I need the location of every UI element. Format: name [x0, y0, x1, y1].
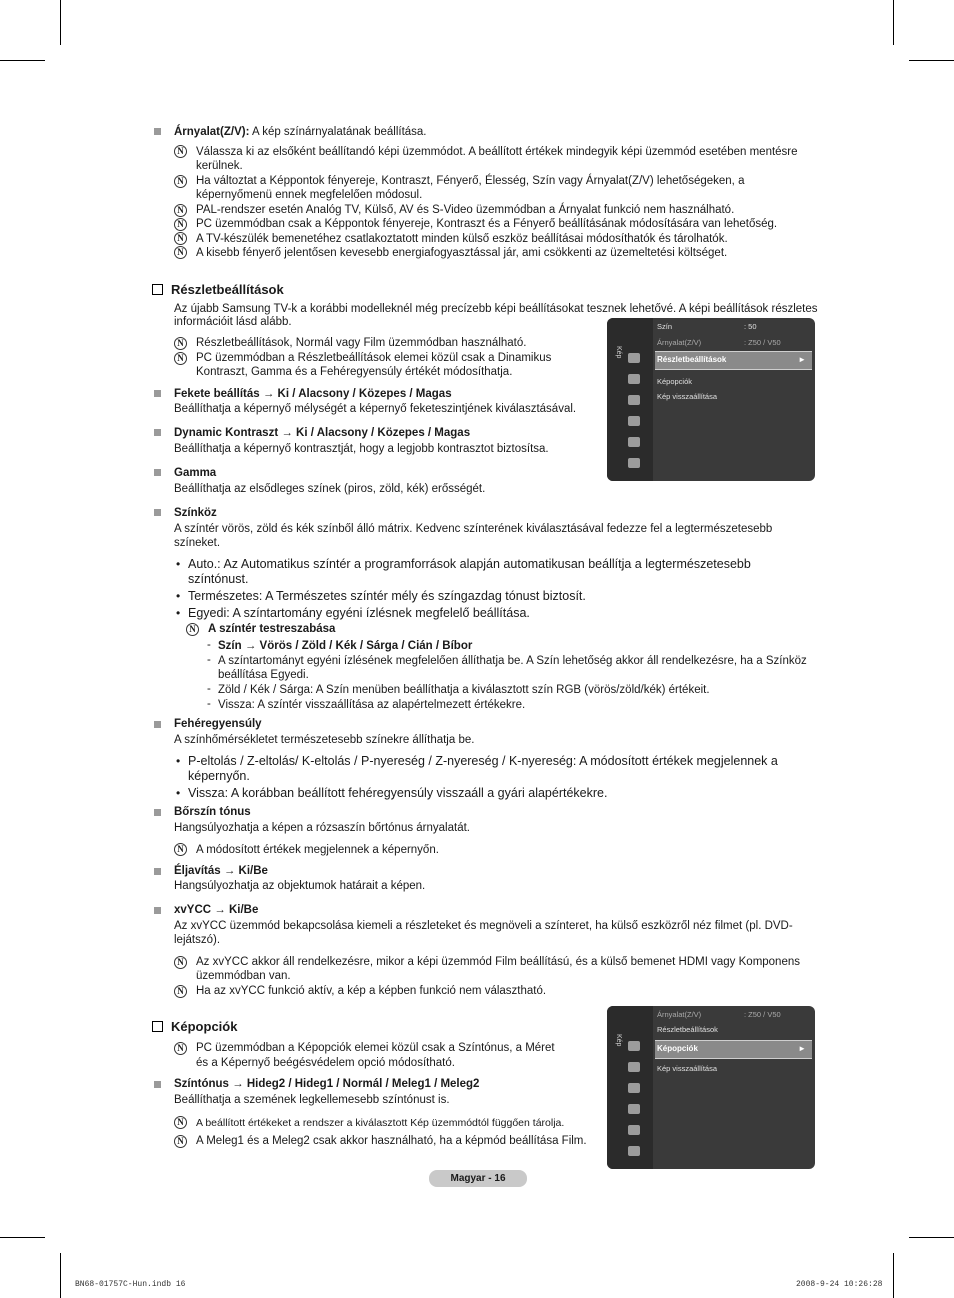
arrow-right-icon: ►	[798, 1044, 806, 1053]
note-text: PC üzemmódban csak a Képpontok fényereje, Kontraszt és a Fényerő beállításának módosítására van lehetőség.	[196, 218, 778, 230]
arnyalat-label: Árnyalat(Z/V):	[174, 126, 250, 138]
note-icon: N	[174, 175, 187, 188]
dash: -	[207, 698, 211, 710]
crop-mark	[893, 1253, 894, 1298]
note-icon: N	[174, 1042, 187, 1055]
item-desc: Beállíthatja az elsődleges színek (piros, zöld, kék) erősségét.	[174, 483, 486, 495]
note-text: Ha az xvYCC funkció aktív, a kép a képben funkció nem választható.	[196, 985, 547, 997]
note-text: képernyőmenü ennek megfelelően módosul.	[196, 189, 423, 201]
crop-mark	[60, 1253, 61, 1298]
page-number-badge: Magyar - 16	[429, 1170, 527, 1187]
item-title: Gamma	[174, 467, 217, 479]
item-desc: színeket.	[174, 537, 221, 549]
note-text: A módosított értékek megjelennek a képernyőn.	[196, 844, 439, 856]
bullet-dot: •	[176, 606, 181, 620]
note-icon: N	[174, 145, 187, 158]
picture-icon	[628, 1041, 640, 1051]
note-icon: N	[174, 1135, 187, 1148]
bullet-text: Auto.: Az Automatikus színtér a programforrások alapján automatikusan beállítja a legtermészetesebb	[188, 557, 751, 571]
menu-item: Árnyalat(Z/V)	[657, 1010, 702, 1019]
crop-mark	[909, 60, 954, 61]
bullet-text: Vissza: A korábban beállított fehéregyensúly visszaáll a gyári alapértékekre.	[188, 786, 608, 800]
note-text: PC üzemmódban a Képopciók elemei közül csak a Színtónus, a Méret	[196, 1042, 555, 1054]
section-title: Képopciók	[171, 1019, 238, 1034]
arrow-right-icon: ►	[798, 355, 806, 364]
note-icon: N	[186, 623, 199, 636]
menu-item-label: Képopciók	[657, 1044, 698, 1053]
arnyalat-desc: A kép színárnyalatának beállítása.	[251, 126, 427, 138]
note-text: üzemmódban van.	[196, 970, 291, 982]
item-title: Színtónus → Hideg2 / Hideg1 / Normál / Meleg1 / Meleg2	[174, 1078, 480, 1090]
item-title: Bőrszín tónus	[174, 806, 251, 818]
channel-icon	[628, 1083, 640, 1093]
note-text: kerülnek.	[196, 160, 243, 172]
bullet-dot: •	[176, 557, 181, 571]
tv-menu-screenshot	[607, 1006, 815, 1169]
item-desc: Az xvYCC üzemmód bekapcsolása kiemeli a részleteket és megnöveli a színteret, ha külső eszközről néz filmet (pl. DVD-	[174, 920, 793, 932]
note-icon: N	[174, 956, 187, 969]
print-date: 2008-9-24 10:26:28	[796, 1280, 883, 1289]
square-bullet-icon	[154, 1081, 161, 1088]
note-text: PC üzemmódban a Részletbeállítások elemei közül csak a Dinamikus	[196, 352, 552, 364]
crop-mark	[909, 1237, 954, 1238]
section-heading	[152, 1019, 237, 1034]
menu-item: Árnyalat(Z/V)	[657, 338, 702, 347]
setup-icon	[628, 416, 640, 426]
bullet-dot: •	[176, 589, 181, 603]
arnyalat-item	[174, 125, 427, 139]
note-text: A kisebb fényerő jelentősen kevesebb energiafogyasztással jár, ami csökkenti az üzemeltetési költséget.	[196, 247, 728, 259]
item-desc: Beállíthatja a képernyő mélységét a képernyő feketeszintjének kiválasztásával.	[174, 403, 577, 415]
note-icon: N	[174, 232, 187, 245]
menu-item-selected	[655, 351, 812, 370]
menu-item: Részletbeállítások	[657, 1025, 718, 1034]
crop-mark	[0, 1237, 45, 1238]
menu-item-selected	[655, 1040, 812, 1059]
note-text: A beállított értékeket a rendszer a kiválasztott Kép üzemmódtól függően tárolja.	[196, 1117, 565, 1129]
dash: -	[207, 683, 211, 695]
menu-item: Képopciók	[657, 377, 693, 386]
menu-item: Kép visszaállítása	[657, 392, 718, 401]
bullet-dot: •	[176, 754, 181, 768]
dash-text: Szín → Vörös / Zöld / Kék / Sárga / Cián / Bíbor	[218, 640, 473, 652]
item-desc: A színtér vörös, zöld és kék színből álló mátrix. Kedvenc színterének kiválasztásával fedezze fel a legtermészetesebb	[174, 523, 773, 535]
setup-icon	[628, 1104, 640, 1114]
dash-text: Vissza: A színtér visszaállítása az alapértelmezett értékekre.	[218, 699, 526, 711]
application-icon	[628, 1146, 640, 1156]
menu-item: Szín	[657, 322, 673, 331]
note-icon: N	[174, 246, 187, 259]
note-icon: N	[174, 204, 187, 217]
note-text: Az xvYCC akkor áll rendelkezésre, mikor a képi üzemmód Film beállítású, és a külső bemenet HDMI vagy Komponens	[196, 956, 800, 968]
menu-sidebar	[607, 1006, 653, 1169]
square-bullet-icon	[154, 390, 161, 397]
square-bullet-icon	[154, 128, 161, 135]
note-text: Részletbeállítások, Normál vagy Film üzemmódban használható.	[196, 337, 527, 349]
square-bullet-icon	[154, 509, 161, 516]
menu-icons	[628, 1041, 640, 1167]
intro-text: Az újabb Samsung TV-k a korábbi modelleknél még precízebb képi beállításokat tesznek lehetővé. A képi beállítások részletes	[174, 303, 818, 315]
note-icon: N	[174, 985, 187, 998]
note-text: Kontraszt, Gamma és a Fehéregyensúly értékét módosíthatja.	[196, 366, 513, 378]
note-icon: N	[174, 352, 187, 365]
item-title: xvYCC → Ki/Be	[174, 904, 259, 916]
square-bullet-icon	[154, 907, 161, 914]
note-icon: N	[174, 218, 187, 231]
menu-item-label: Részletbeállítások	[657, 355, 727, 364]
square-bullet-icon	[154, 429, 161, 436]
checkbox-icon	[152, 1021, 163, 1032]
section-title: Részletbeállítások	[171, 282, 284, 297]
application-icon	[628, 458, 640, 468]
note-icon: N	[174, 1116, 187, 1129]
dash-text: A színtartományt egyéni ízlésének megfelelően állíthatja be. A Szín lehetőség akkor áll rendelkezésre, ha a Színköz	[218, 655, 807, 667]
menu-value: : 50	[744, 322, 757, 331]
item-desc: Hangsúlyozhatja a képen a rózsaszín bőrtónus árnyalatát.	[174, 822, 470, 834]
item-title: Fekete beállítás → Ki / Alacsony / Közepes / Magas	[174, 388, 452, 400]
input-icon	[628, 437, 640, 447]
section-heading	[152, 282, 284, 297]
note-text: A Meleg1 és a Meleg2 csak akkor használható, ha a képmód beállítása Film.	[196, 1135, 587, 1147]
sound-icon	[628, 1062, 640, 1072]
square-bullet-icon	[154, 809, 161, 816]
bullet-text: Természetes: A Természetes színtér mély és színgazdag tónust biztosít.	[188, 589, 586, 603]
tv-menu-screenshot	[607, 318, 815, 481]
note-text: Ha változtat a Képpontok fényereje, Kontraszt, Fényerő, Élesség, Szín vagy Árnyalat(Z/V) lehetőségeken, a	[196, 175, 745, 187]
note-text: és a Képernyő beégésvédelem opció módosítható.	[196, 1057, 455, 1069]
crop-mark	[60, 0, 61, 45]
sound-icon	[628, 374, 640, 384]
dash: -	[207, 639, 211, 651]
menu-category-label: Kép	[615, 1034, 622, 1047]
checkbox-icon	[152, 284, 163, 295]
dash-text: Zöld / Kék / Sárga: A Szín menüben beállíthatja a kiválasztott szín RGB (vörös/zöld/kék) értékeit.	[218, 684, 710, 696]
item-desc: Beállíthatja a szemének legkellemesebb színtónust is.	[174, 1094, 450, 1106]
square-bullet-icon	[154, 721, 161, 728]
menu-item: Kép visszaállítása	[657, 1064, 718, 1073]
menu-icons	[628, 353, 640, 479]
sub-heading: A színtér testreszabása	[208, 623, 336, 635]
bullet-text: képernyőn.	[188, 769, 250, 783]
note-text: Válassza ki az elsőként beállítandó képi üzemmódot. A beállított értékek mindegyik képi üzemmód esetében mentésre	[196, 146, 798, 158]
channel-icon	[628, 395, 640, 405]
crop-mark	[893, 0, 894, 45]
picture-icon	[628, 353, 640, 363]
note-text: PAL-rendszer esetén Analóg TV, Külső, AV és S-Video üzemmódban a Árnyalat funkció nem használható.	[196, 204, 735, 216]
item-desc: Hangsúlyozhatja az objektumok határait a képen.	[174, 880, 426, 892]
menu-value: : Z50 / V50	[744, 338, 781, 347]
note-text: A TV-készülék bemenetéhez csatlakoztatott minden külső eszköz beállításai módosíthatók és tárolhatók.	[196, 233, 728, 245]
input-icon	[628, 1125, 640, 1135]
item-desc: lejátszó).	[174, 934, 221, 946]
note-icon: N	[174, 843, 187, 856]
bullet-text: P-eltolás / Z-eltolás/ K-eltolás / P-nyereség / Z-nyereség / K-nyereség: A módosított értékek megjelennek a	[188, 754, 778, 768]
item-title: Fehéregyensúly	[174, 718, 262, 730]
item-desc: Beállíthatja a képernyő kontrasztját, hogy a legjobb kontrasztot biztosítsa.	[174, 443, 549, 455]
menu-sidebar	[607, 318, 653, 481]
dash-text: beállítása Egyedi.	[218, 669, 309, 681]
dash: -	[207, 654, 211, 666]
bullet-dot: •	[176, 786, 181, 800]
menu-value: : Z50 / V50	[744, 1010, 781, 1019]
menu-category-label: Kép	[615, 346, 622, 359]
note-icon: N	[174, 337, 187, 350]
item-title: Színköz	[174, 507, 217, 519]
bullet-text: színtónust.	[188, 572, 249, 586]
square-bullet-icon	[154, 469, 161, 476]
item-desc: A színhőmérsékletet természetesebb színekre állíthatja be.	[174, 734, 475, 746]
item-title: Éljavítás → Ki/Be	[174, 865, 268, 877]
intro-text: információit lásd alább.	[174, 316, 292, 328]
item-title: Dynamic Kontraszt → Ki / Alacsony / Közepes / Magas	[174, 427, 471, 439]
square-bullet-icon	[154, 868, 161, 875]
crop-mark	[0, 60, 45, 61]
bullet-text: Egyedi: A színtartomány egyéni ízlésnek megfelelő beállítása.	[188, 606, 530, 620]
file-name: BN68-01757C-Hun.indb 16	[75, 1280, 186, 1289]
